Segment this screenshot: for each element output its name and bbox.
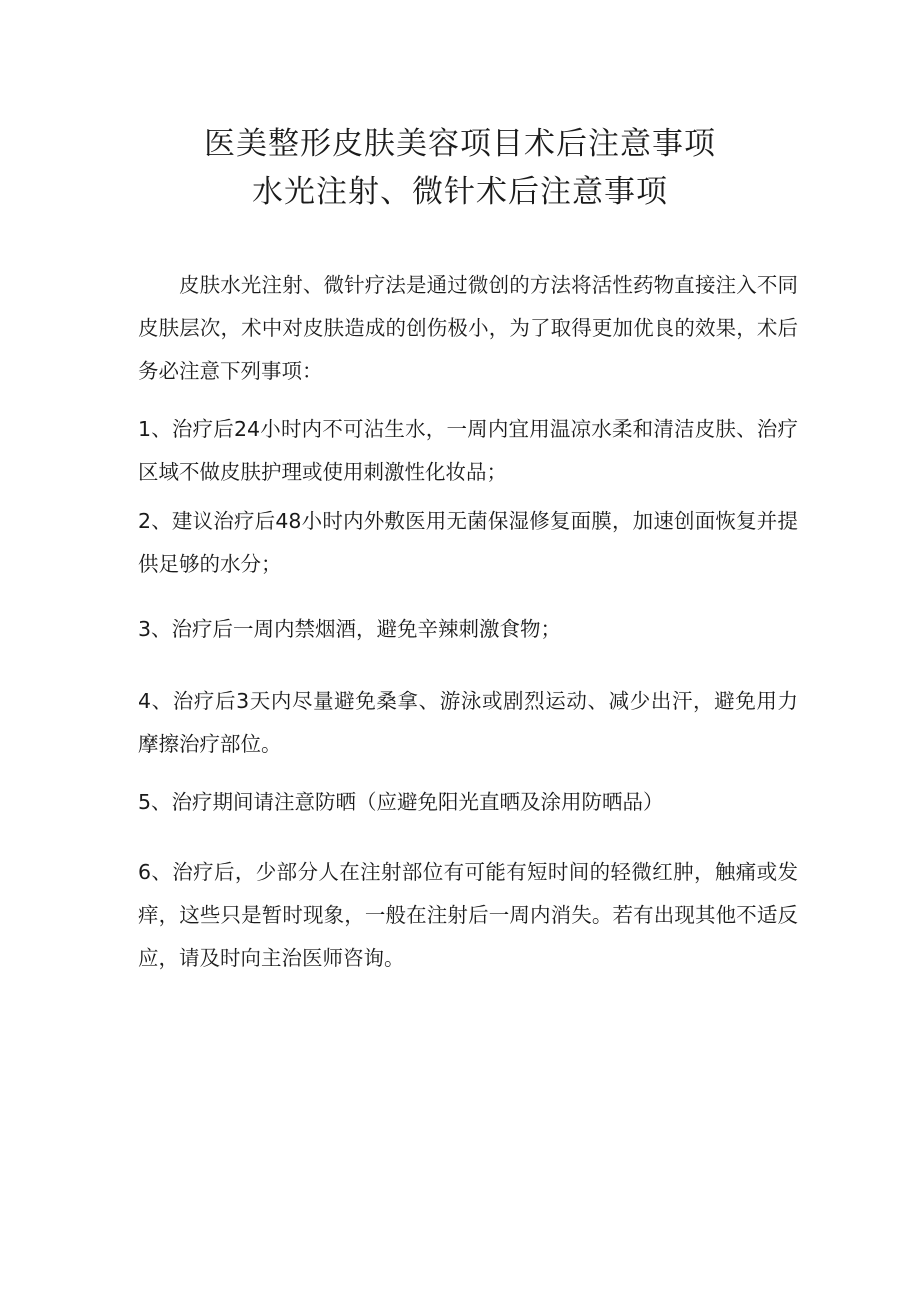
document-subtitle: 水光注射、微针术后注意事项 [252, 174, 668, 210]
list-item: 4、治疗后3天内尽量避免桑拿、游泳或剧烈运动、减少出汗，避免用力摩擦治疗部位。 [138, 689, 798, 756]
list-item: 5、治疗期间请注意防晒（应避免阳光直晒及涂用防晒品） [138, 790, 664, 814]
list-item: 6、治疗后，少部分人在注射部位有可能有短时间的轻微红肿，触痛或发痒，这些只是暂时现象，一般在注射后一周内消失。若有出现其他不适反应，请及时向主治医师咨询。 [138, 860, 798, 970]
intro-paragraph: 皮肤水光注射、微针疗法是通过微创的方法将活性药物直接注入不同皮肤层次，术中对皮肤造成的创伤极小，为了取得更加优良的效果，术后务必注意下列事项： [138, 273, 798, 383]
list-item: 2、建议治疗后48小时内外敷医用无菌保湿修复面膜，加速创面恢复并提供足够的水分； [138, 509, 798, 576]
document-title: 医美整形皮肤美容项目术后注意事项 [204, 126, 716, 162]
list-item: 3、治疗后一周内禁烟酒，避免辛辣刺激食物； [138, 617, 562, 641]
list-item: 1、治疗后24小时内不可沾生水，一周内宜用温凉水柔和清洁皮肤、治疗区域不做皮肤护理或使用刺激性化妆品； [138, 417, 798, 484]
